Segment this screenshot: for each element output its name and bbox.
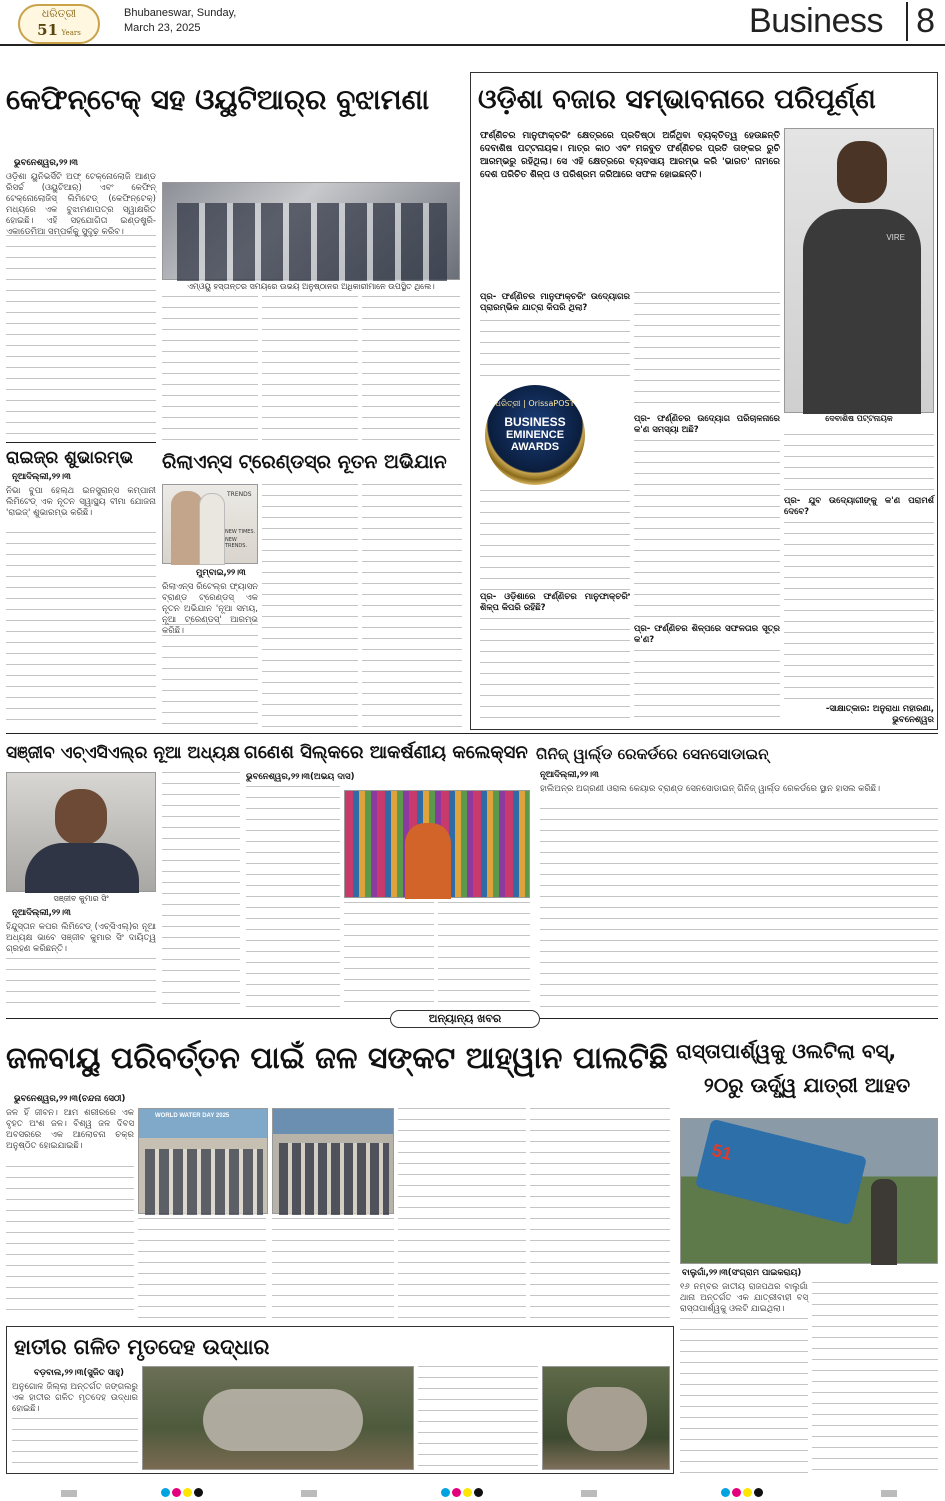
story1-column3-text <box>262 296 358 440</box>
registration-bars-2 <box>300 1482 318 1501</box>
story10-col2-text <box>418 1366 538 1470</box>
masthead <box>0 0 945 46</box>
award-brand: ଧରିତ୍ରୀ | OrissaPOST <box>495 399 575 408</box>
overturned-bus <box>695 1119 867 1226</box>
story7-dateline: ନୂଆଦିଲ୍ଲୀ,୨୨।୩ <box>540 770 599 780</box>
registration-bars-right <box>880 1482 898 1501</box>
story2-col1b-text <box>480 490 630 590</box>
story3-dateline: ନୂଆଦିଲ୍ଲୀ,୨୨।୩ <box>12 472 71 482</box>
story2-portrait <box>784 128 934 413</box>
story10-dateline: ବଡ଼ବାଲ,୨୨।୩(ସୁଜିତ ସାହୁ) <box>34 1368 125 1378</box>
story10-photo-right <box>542 1366 670 1470</box>
award-line2: EMINENCE <box>505 429 565 441</box>
issue-date: March 23, 2025 <box>124 22 201 34</box>
story8-photo2 <box>272 1108 394 1214</box>
story1-caption: ଏମ୍‌ଓୟୁ ହସ୍ତାନ୍ତର ସମୟରେ ଉଭୟ ଅନୁଷ୍ଠାନର ଅଧିକାରୀମାନେ ଉପସ୍ଥିତ ଥିଲେ। <box>187 282 435 291</box>
story1-headline: କେଫିନ୍‌ଟେକ୍‌ ସହ ଓୟୁଟିଆର୍‌ର ବୁଝାମଣା <box>6 83 430 116</box>
story2-interview-credit: -ସାକ୍ଷାତ୍‌କାର: ଅନୁରାଧା ମହାରଣା, ଭୁବନେଶ୍ୱର <box>825 704 934 725</box>
other-news-label: ଅନ୍ୟାନ୍ୟ ଖବର <box>390 1010 540 1028</box>
story9-headline-line1: ରାସ୍ତାପାର୍ଶ୍ୱକୁ ଓଲଟିଲା ବସ୍‌, <box>676 1039 897 1063</box>
story7-headline: ଗିନିଜ୍‌ ୱାର୍ଲ୍ଡ ରେକର୍ଡରେ ସେନସୋଡାଇନ୍‌ <box>536 745 769 763</box>
story8-col4-text <box>398 1108 526 1320</box>
story8-col3-text <box>272 1218 394 1320</box>
photo-tagline-1: NEW TIMES. <box>225 529 256 535</box>
story4-col1-text <box>162 624 258 728</box>
registration-dots-1 <box>160 1482 204 1501</box>
story8-col1-text <box>6 1166 134 1320</box>
story6-col3-text <box>438 902 530 1008</box>
story10-headline: ହାତୀର ଗଳିତ ମୃତଦେହ ଉଦ୍ଧାର <box>14 1335 270 1359</box>
story2-q5: ପ୍ର- ଯୁବ ଉଦ୍ୟୋଗୀଙ୍କୁ କ'ଣ ପରାମର୍ଶ ଦେବେ? <box>784 496 934 517</box>
award-line1: BUSINESS <box>504 415 566 429</box>
story10-col1-text <box>12 1418 138 1470</box>
elephant-remains <box>567 1387 647 1451</box>
story2-col2b-text <box>634 440 780 620</box>
story1-column4-text <box>362 296 460 440</box>
story10-photo-left <box>142 1366 414 1470</box>
story5-lead: ହିନ୍ଦୁସ୍ତାନ କପର ଲିମିଟେଡ୍‌ (ଏଚ୍‌ସିଏଲ୍‌)ର ନୂଆ ଅଧ୍ୟକ୍ଷ ଭାବେ ସଞ୍ଜୀବ କୁମାର ସିଂ ଦାୟିତ୍ୱ ଗ୍ରହଣ କରିଛନ୍ତି। <box>6 922 156 954</box>
portrait-shirt <box>803 209 921 414</box>
story6-dateline: ଭୁବନେଶ୍ୱର,୨୨।୩(ଅଭୟ ଦାସ) <box>246 772 355 782</box>
story2-col2c-text <box>634 650 780 722</box>
section-divider <box>6 733 938 734</box>
group-of-officials <box>279 1143 389 1215</box>
award-line3: AWARDS <box>510 441 560 453</box>
story5-col1-text <box>6 958 156 1008</box>
business-eminence-awards-logo <box>485 385 585 485</box>
world-water-day-banner: WORLD WATER DAY 2025 <box>155 1113 230 1119</box>
story5-headline: ସଞ୍ଜୀବ ଏଚ୍‌ଏସିଏଲ୍‌ର ନୂଆ ଅଧ୍ୟକ୍ଷ <box>6 743 241 763</box>
story4-dateline: ମୁମ୍ବାଇ,୨୨।୩ <box>196 568 246 578</box>
story3-text <box>6 532 156 728</box>
story5-col2-text <box>162 772 240 1008</box>
story2-portrait-caption: ଦେବାଶିଷ ପଟ୍ଟନାୟକ <box>825 414 893 423</box>
story10-lead: ଅନୁଗୋଳ ଜିଲ୍ଲା ଅନ୍ତର୍ଗତ ଜଙ୍ଗଲରୁ ଏକ ହାତୀର ଗଳିତ ମୃତଦେହ ଉଦ୍ଧାର ହୋଇଛି। <box>12 1382 138 1414</box>
portrait-head <box>55 789 107 845</box>
story7-lead: ହାଲିଅନ୍‌ର ଅଗ୍ରଣୀ ଓରାଲ କେୟାର ବ୍ରାଣ୍ଡ ସେନସୋଡାଇନ୍‌ ଗିନିଜ୍‌ ୱାର୍ଲ୍ଡ ରେକର୍ଡରେ ସ୍ଥାନ ହାସଲ କରିଛି। <box>540 784 881 794</box>
portrait-suit <box>25 843 139 893</box>
story3-headline: ରାଇଜ୍‌ର ଶୁଭାରମ୍ଭ <box>6 448 134 468</box>
story8-lead: ଜଳ ହିଁ ଜୀବନ। ଆମ ଶରୀରରେ ଏକ ବୃହତ ଅଂଶ ଜଳ। ବିଶ୍ୱ ଜଳ ଦିବସ ଅବସରରେ ଏକ ଆଲୋଚନା ଚକ୍ର ଅନୁଷ୍ଠିତ ହୋଇଯାଇଛି। <box>6 1108 134 1151</box>
registration-dots-2 <box>440 1482 484 1501</box>
story1-dateline: ଭୁବନେଶ୍ୱର,୨୨।୩ <box>14 158 78 168</box>
story1-column1-text <box>6 235 156 440</box>
story9-lead: ୧୬ ନମ୍ବର ଜାତୀୟ ରାଜପଥର ବାଲୁଗାଁ ଥାନା ଅନ୍ତର୍ଗତ ଏକ ଯାତ୍ରୀବାହୀ ବସ୍‌ ରାସ୍ତାପାର୍ଶ୍ୱକୁ ଓଲଟି ଯାଇଥିଲା। <box>680 1282 808 1314</box>
model-figure-2 <box>199 493 225 565</box>
divider <box>6 442 156 443</box>
story2-intro: ଫର୍ଣ୍ଣିଚର ମାନୁଫାକ୍ଚରିଂ କ୍ଷେତ୍ରରେ ପ୍ରତିଷ୍ଠା ଅର୍ଜିଥିବା ବ୍ୟକ୍ତିତ୍ୱ ହେଉଛନ୍ତି ଦେବାଶିଷ ପଟ୍ଟନାୟକ। ମାତ୍ର କାଠ ଏବଂ ମଜବୁତ ଫର୍ଣ୍ଣିଚର ପ୍ରତି ତାଙ୍କର ରୁଚି ଆରମ୍ଭରୁ ରହିଥିଲା। ସେ ଏହି କ୍ଷେତ୍ରରେ ବ୍ୟବସାୟ ଆରମ୍ଭ କରି 'ଭାରତ' ନାମରେ ଦେଶ ପରିଚିତ ଶିଳ୍ପ ଓ ପରିଶ୍ରମ ଜରିଆରେ ସଫଳ ହୋଇଛନ୍ତି। <box>480 131 780 180</box>
story2-col1c-text <box>480 618 630 722</box>
story2-q3: ପ୍ର- ଓଡ଼ିଶାରେ ଫର୍ଣ୍ଣିଚର ମାନୁଫାକ୍ଚରିଂ ଶିଳ୍ପ କିପରି ରହିଛି? <box>480 592 630 613</box>
story2-q4: ପ୍ର- ଫର୍ଣ୍ଣିଚର ଶିଳ୍ପରେ ସଫଳତାର ସୂତ୍ର କ'ଣ? <box>634 624 780 645</box>
story1-column2-text <box>162 296 258 440</box>
story6-headline: ଗଣେଶ ସିଲ୍କରେ ଆକର୍ଷଣୀୟ କଲେକ୍ସନ <box>244 742 528 763</box>
story4-lead: ରିଲାଏନ୍ସ ରିଟେଲ୍‌ର ଫ୍ୟାସନ ବ୍ରାଣ୍ଡ ଟ୍ରେଣ୍ଡସ୍‌ ଏକ ନୂତନ ଅଭିଯାନ 'ନୂଆ ସମୟ, ନୂଆ ଟ୍ରେଣ୍ଡସ୍‌' ଆରମ୍ଭ କରିଛି। <box>162 582 258 636</box>
story8-col5-text <box>530 1108 670 1320</box>
elephant-carcass <box>203 1389 363 1451</box>
story8-col2-text <box>138 1218 266 1320</box>
trends-wordmark: TRENDS <box>227 491 252 498</box>
story5-caption: ସଞ୍ଜୀବ କୁମାର ସିଂ <box>53 894 109 903</box>
story2-q2: ପ୍ର- ଫର୍ଣ୍ଣିଚର ଉଦ୍ୟୋଗ ପରିଚାଳନାରେ କ'ଣ ସମସ୍ୟା ଅଛି? <box>634 414 780 435</box>
story1-photo <box>162 182 460 280</box>
registration-bars-left <box>60 1482 78 1501</box>
logo-years: 51 <box>37 21 59 39</box>
story2-col2-text <box>634 292 780 412</box>
logo-years-label: Years <box>61 29 81 37</box>
story2-col1-text <box>480 320 630 380</box>
story9-col1-text <box>680 1318 808 1474</box>
woman-in-saree <box>405 823 451 899</box>
story9-col2-text <box>812 1282 938 1474</box>
bus-marking: 51 <box>709 1140 735 1165</box>
story5-photo <box>6 772 156 892</box>
logo-title: ଧରିତ୍ରୀ <box>41 7 77 20</box>
story3-lead: ନିଭା ବୁପା ହେଲ୍‌ଥ ଇନସୁରାନ୍ସ କମ୍ପାନୀ ଲିମିଟେଡ୍‌ ଏକ ନୂତନ ସ୍ୱାସ୍ଥ୍ୟ ବୀମା ଯୋଜନା 'ରାଇଜ୍‌' ଶୁଭାରମ୍ଭ କରିଛି। <box>6 486 156 518</box>
story2-q1: ପ୍ର- ଫର୍ଣ୍ଣିଚର ମାନୁଫାକ୍ଚରିଂ ଉଦ୍ୟୋଗର ପ୍ରାରମ୍ଭିକ ଯାତ୍ରା କିପରି ଥିଲା? <box>480 292 630 313</box>
print-registration-strip <box>0 1478 945 1497</box>
story2-col3b-text <box>784 522 934 702</box>
story1-lead: ଓଡ଼ିଶା ୟୁନିଭର୍ସିଟି ଅଫ୍‌ ଟେକ୍ନୋଲୋଜି ଆଣ୍ଡ ରିସର୍ଚ୍ଚ (ଓୟୁଟିଆର୍‌) ଏବଂ କେଫିନ୍‌ ଟେକ୍ନୋଲୋଜିସ୍‌ ଲିମିଟେଡ୍‌ (କେଫିନ୍‌ଟେକ୍‌) ମଧ୍ୟରେ ଏକ ବୁଝାମଣାପତ୍ର ସ୍ୱାକ୍ଷରିତ ହୋଇଛି। ଏହି ସହଯୋଗିତା ଇଣ୍ଡଷ୍ଟ୍ରି-ଏକାଡେମିଆ ସମ୍ପର୍କକୁ ସୁଦୃଢ଼ କରିବ। <box>6 172 156 237</box>
story6-col2-text <box>344 902 434 1008</box>
story9-dateline: ବାଲୁଗାଁ,୨୨।୩(ସଂଗ୍ରାମ ପାଇକରାୟ) <box>682 1268 802 1278</box>
shirt-label: VIRE <box>886 233 905 242</box>
story4-col2-text <box>262 484 358 728</box>
city-day: Bhubaneswar, Sunday, <box>124 7 237 19</box>
story4-col3-text <box>362 484 462 728</box>
registration-dots-3 <box>720 1482 764 1501</box>
story9-photo <box>680 1118 938 1264</box>
story8-headline: ଜଳବାୟୁ ପରିବର୍ତ୍ତନ ପାଇଁ ଜଳ ସଙ୍କଟ ଆହ୍ୱାନ ପାଲଟିଛି <box>6 1041 669 1076</box>
story4-photo <box>162 484 258 564</box>
story8-photo1 <box>138 1108 268 1214</box>
page-number: 8 <box>906 2 935 41</box>
story6-col1-text <box>246 786 340 1008</box>
portrait-head <box>837 141 887 203</box>
bystander <box>871 1179 897 1265</box>
group-of-people <box>145 1149 263 1215</box>
story8-dateline: ଭୁବନେଶ୍ୱର,୨୨।୩(ଚନ୍ଦନା ସେଠୀ) <box>14 1094 126 1104</box>
date-block <box>124 6 236 36</box>
story2-headline: ଓଡ଼ିଶା ବଜାର ସମ୍ଭାବନାରେ ପରିପୂର୍ଣ୍ଣ <box>478 84 876 115</box>
newspaper-logo <box>18 4 100 44</box>
story4-headline: ରିଲାଏନ୍ସ ଟ୍ରେଣ୍ଡସ୍‌ର ନୂତନ ଅଭିଯାନ <box>162 451 447 473</box>
story7-text <box>540 808 938 1008</box>
story2-col3-text <box>784 434 934 494</box>
section-title: Business <box>749 2 883 40</box>
story9-headline-line2: ୨୦ରୁ ଊର୍ଦ୍ଧ୍ୱ ଯାତ୍ରୀ ଆହତ <box>703 1073 911 1097</box>
group-of-people <box>177 203 447 281</box>
story6-photo <box>344 790 530 898</box>
story5-dateline: ନୂଆଦିଲ୍ଲୀ,୨୨।୩ <box>12 908 71 918</box>
registration-bars-3 <box>580 1482 598 1501</box>
photo-tagline-2: NEW TRENDS. <box>225 537 248 549</box>
